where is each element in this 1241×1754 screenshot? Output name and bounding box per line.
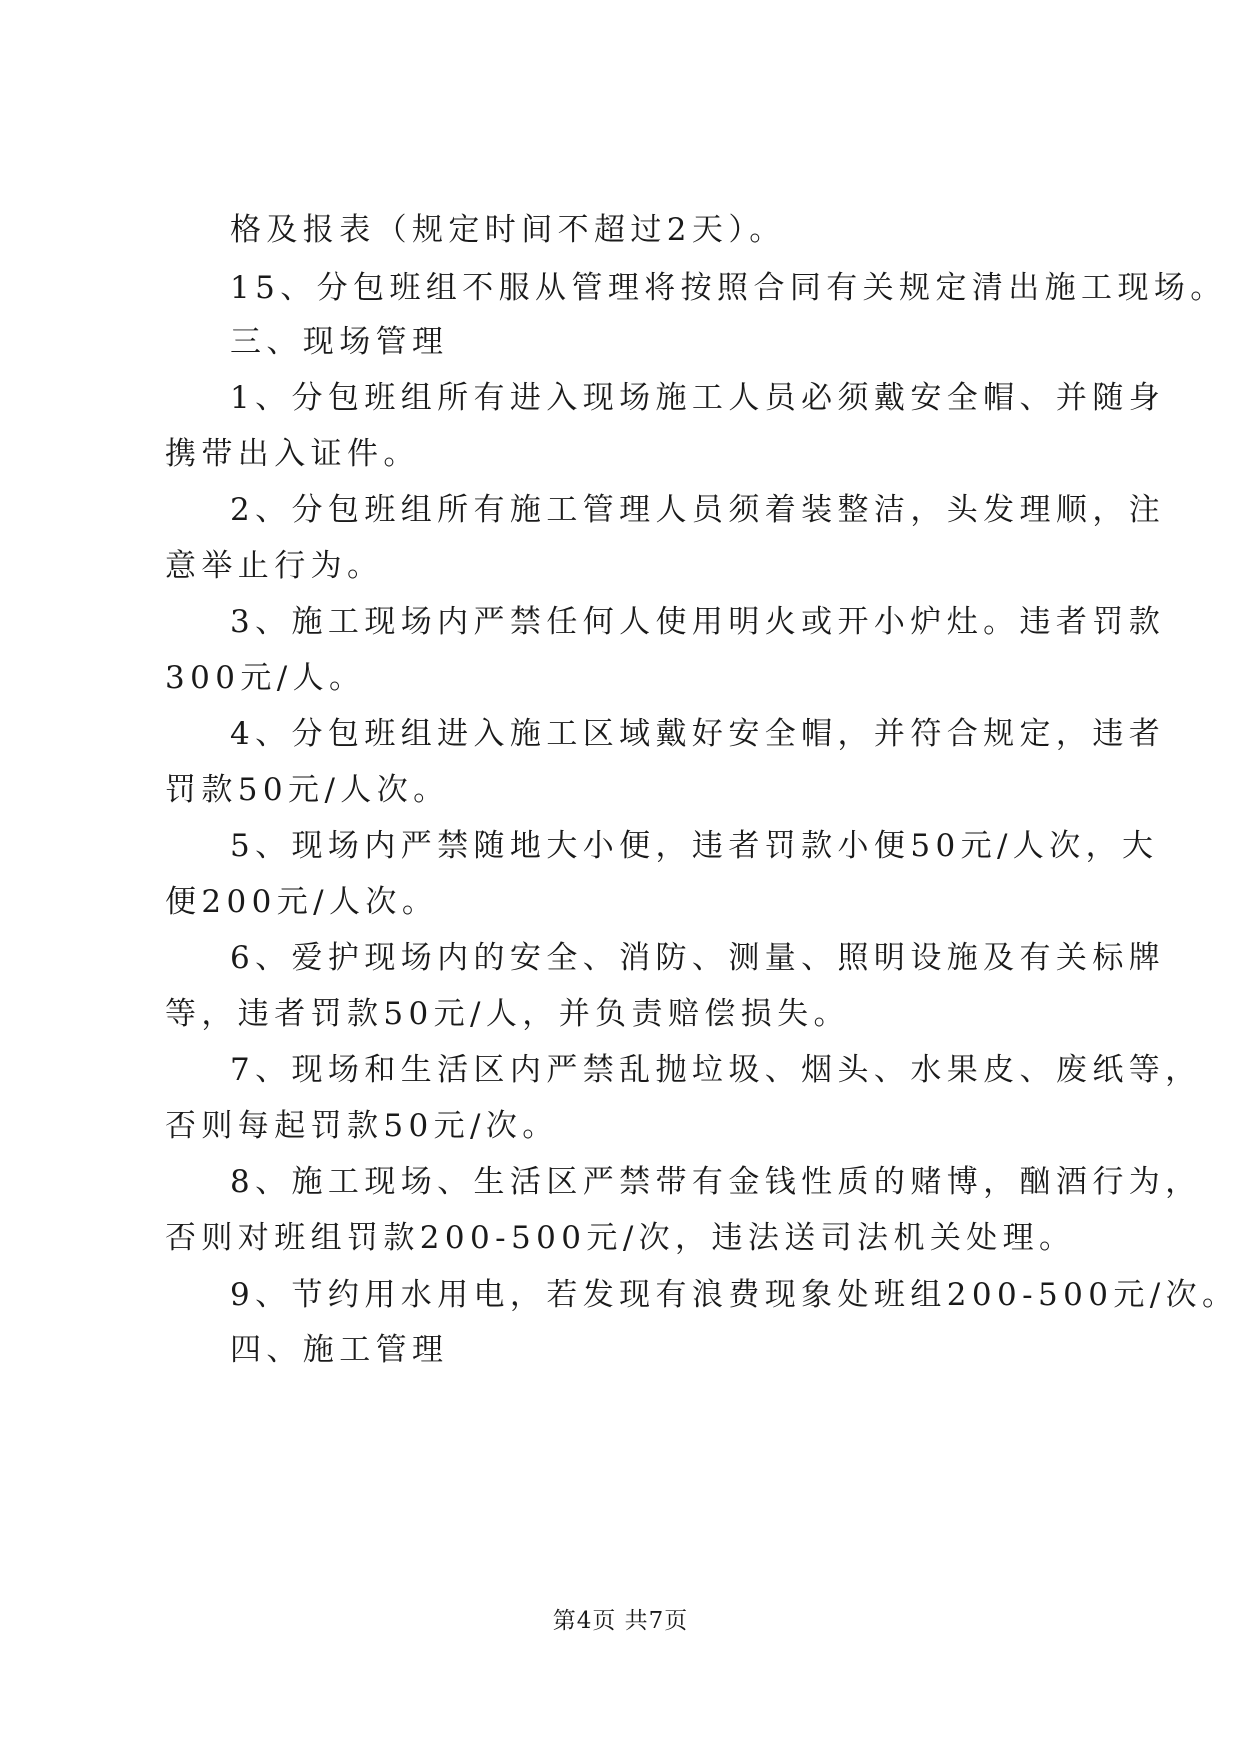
text-line: 3、施工现场内严禁任何人使用明火或开小炉灶。违者罚款 (230, 604, 1166, 640)
text-line: 7、现场和生活区内严禁乱抛垃圾、烟头、水果皮、废纸等， (230, 1052, 1202, 1088)
text-line: 1、分包班组所有进入现场施工人员必须戴安全帽、并随身 (230, 380, 1166, 416)
text-line: 便200元/人次。 (165, 884, 439, 920)
text-line: 否则对班组罚款200-500元/次，违法送司法机关处理。 (165, 1220, 1076, 1256)
text-line: 4、分包班组进入施工区域戴好安全帽，并符合规定，违者 (230, 716, 1166, 752)
text-line: 300元/人。 (165, 660, 366, 696)
text-line: 5、现场内严禁随地大小便，违者罚款小便50元/人次，大 (230, 828, 1159, 864)
text-line: 15、分包班组不服从管理将按照合同有关规定清出施工现场。 (230, 270, 1227, 306)
text-line: 格及报表（规定时间不超过2天）。 (230, 212, 786, 248)
text-line: 意举止行为。 (165, 548, 384, 584)
page-number-footer: 第4页 共7页 (552, 1608, 689, 1634)
text-line: 等，违者罚款50元/人，并负责赔偿损失。 (165, 996, 850, 1032)
text-line: 罚款50元/人次。 (165, 772, 450, 808)
text-line: 6、爱护现场内的安全、消防、测量、照明设施及有关标牌 (230, 940, 1166, 976)
text-line: 9、节约用水用电，若发现有浪费现象处班组200-500元/次。 (230, 1277, 1239, 1313)
section-heading: 四、施工管理 (230, 1332, 449, 1368)
text-line: 否则每起罚款50元/次。 (165, 1108, 559, 1144)
text-line: 携带出入证件。 (165, 436, 420, 472)
text-line: 8、施工现场、生活区严禁带有金钱性质的赌博，酗酒行为， (230, 1164, 1202, 1200)
text-line: 2、分包班组所有施工管理人员须着装整洁，头发理顺，注 (230, 492, 1166, 528)
section-heading: 三、现场管理 (230, 324, 449, 360)
